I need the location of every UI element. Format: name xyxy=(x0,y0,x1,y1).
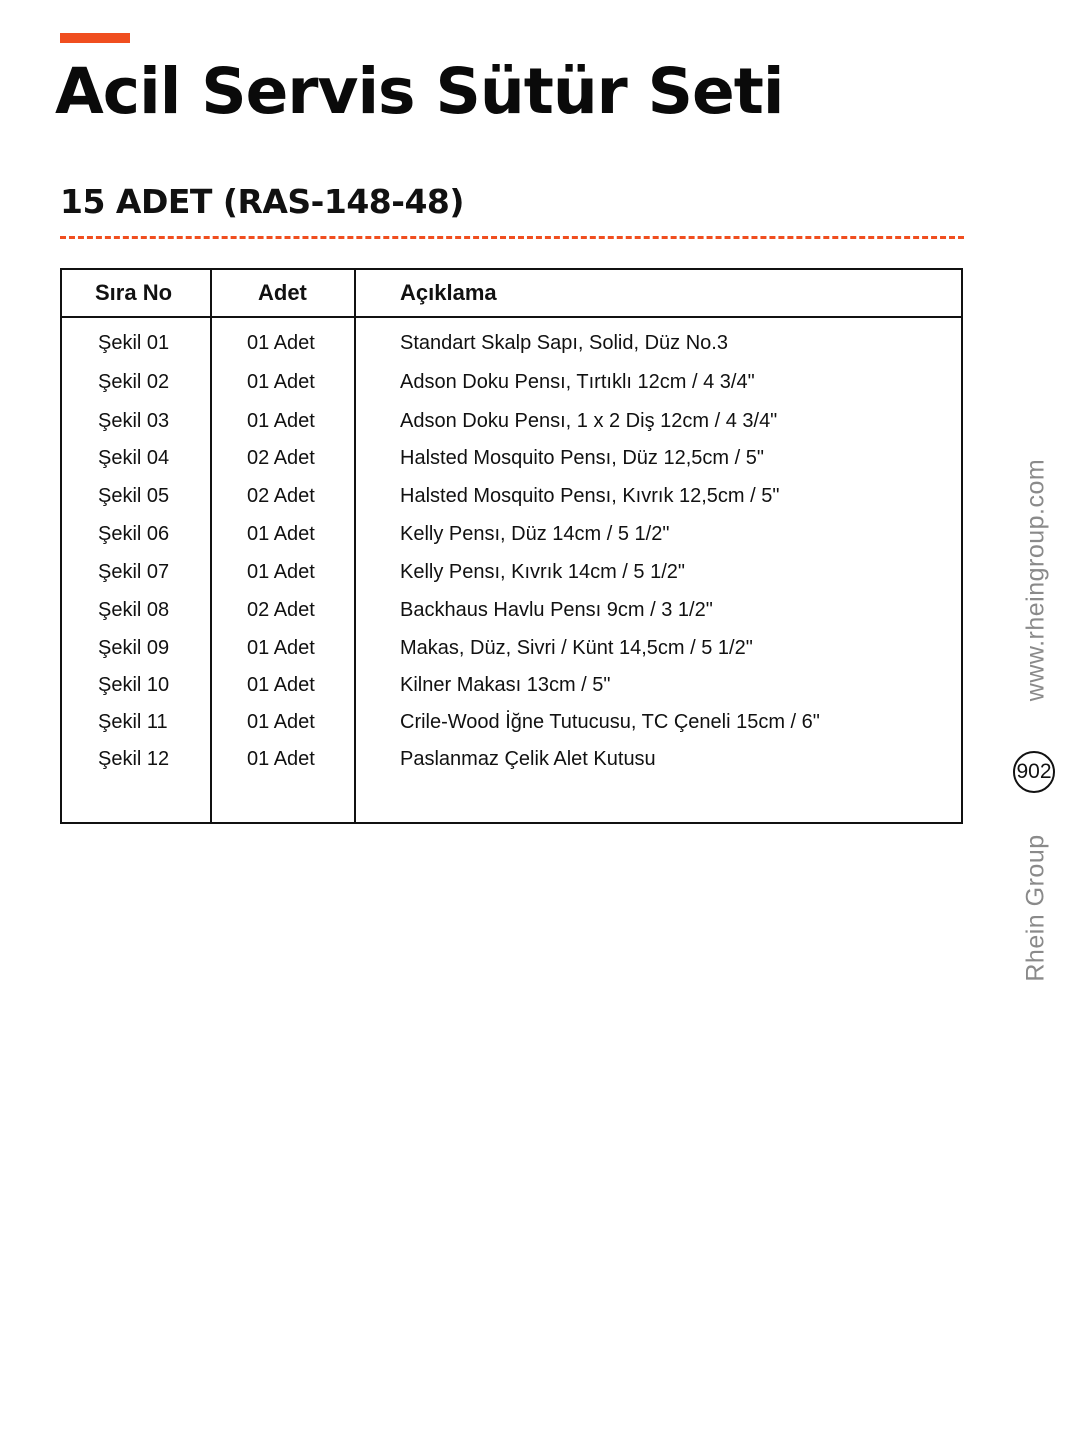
cell-aciklama: Kelly Pensı, Düz 14cm / 5 1/2" xyxy=(400,523,670,545)
website-url[interactable]: www.rheingroup.com xyxy=(1021,458,1050,702)
table-row xyxy=(62,332,961,364)
cell-sira-no: Şekil 07 xyxy=(98,561,170,583)
table-row xyxy=(62,637,961,669)
cell-aciklama: Adson Doku Pensı, Tırtıklı 12cm / 4 3/4" xyxy=(400,371,755,393)
table-row xyxy=(62,523,961,555)
accent-bar xyxy=(60,33,130,43)
cell-adet: 01 Adet xyxy=(247,711,315,733)
cell-adet: 02 Adet xyxy=(247,599,315,621)
cell-adet: 02 Adet xyxy=(247,485,315,507)
header-sira-no: Sıra No xyxy=(95,280,173,305)
cell-adet: 02 Adet xyxy=(247,447,315,469)
cell-sira-no: Şekil 02 xyxy=(98,371,170,393)
cell-aciklama: Halsted Mosquito Pensı, Düz 12,5cm / 5" xyxy=(400,447,764,469)
table-row xyxy=(62,410,961,442)
cell-adet: 01 Adet xyxy=(247,674,315,696)
table-row xyxy=(62,674,961,706)
cell-aciklama: Standart Skalp Sapı, Solid, Düz No.3 xyxy=(400,332,728,354)
cell-sira-no: Şekil 10 xyxy=(98,674,170,696)
header-divider xyxy=(62,316,961,318)
sidebar xyxy=(1010,440,1062,990)
table-row xyxy=(62,485,961,517)
set-subtitle: 15 ADET (RAS-148-48) xyxy=(60,182,464,221)
cell-sira-no: Şekil 11 xyxy=(98,711,168,733)
cell-sira-no: Şekil 06 xyxy=(98,523,170,545)
cell-aciklama: Makas, Düz, Sivri / Künt 14,5cm / 5 1/2" xyxy=(400,637,753,659)
cell-aciklama: Backhaus Havlu Pensı 9cm / 3 1/2" xyxy=(400,599,713,621)
table-row xyxy=(62,599,961,631)
cell-adet: 01 Adet xyxy=(247,332,315,354)
cell-sira-no: Şekil 04 xyxy=(98,447,170,469)
table-row xyxy=(62,711,961,743)
cell-aciklama: Adson Doku Pensı, 1 x 2 Diş 12cm / 4 3/4" xyxy=(400,410,778,432)
table-row xyxy=(62,561,961,593)
table-row xyxy=(62,748,961,780)
cell-adet: 01 Adet xyxy=(247,561,315,583)
cell-aciklama: Kilner Makası 13cm / 5" xyxy=(400,674,611,696)
cell-sira-no: Şekil 12 xyxy=(98,748,170,770)
brand-name: Rhein Group xyxy=(1021,834,1050,982)
cell-sira-no: Şekil 01 xyxy=(98,332,170,354)
cell-sira-no: Şekil 08 xyxy=(98,599,170,621)
header-adet: Adet xyxy=(258,280,307,305)
cell-adet: 01 Adet xyxy=(247,371,315,393)
cell-sira-no: Şekil 09 xyxy=(98,637,170,659)
dashed-divider xyxy=(60,236,964,239)
cell-sira-no: Şekil 03 xyxy=(98,410,170,432)
page-title: Acil Servis Sütür Seti xyxy=(55,55,784,128)
cell-aciklama: Kelly Pensı, Kıvrık 14cm / 5 1/2" xyxy=(400,561,685,583)
cell-adet: 01 Adet xyxy=(247,748,315,770)
instrument-table xyxy=(60,268,963,824)
table-row xyxy=(62,447,961,479)
cell-adet: 01 Adet xyxy=(247,523,315,545)
cell-sira-no: Şekil 05 xyxy=(98,485,170,507)
table-row xyxy=(62,371,961,403)
header-aciklama: Açıklama xyxy=(400,280,497,305)
cell-aciklama: Crile-Wood İğne Tutucusu, TC Çeneli 15cm / 6" xyxy=(400,711,820,733)
cell-adet: 01 Adet xyxy=(247,637,315,659)
page-number-badge: 902 xyxy=(1013,751,1055,793)
cell-aciklama: Paslanmaz Çelik Alet Kutusu xyxy=(400,748,656,770)
cell-aciklama: Halsted Mosquito Pensı, Kıvrık 12,5cm / 5" xyxy=(400,485,780,507)
cell-adet: 01 Adet xyxy=(247,410,315,432)
